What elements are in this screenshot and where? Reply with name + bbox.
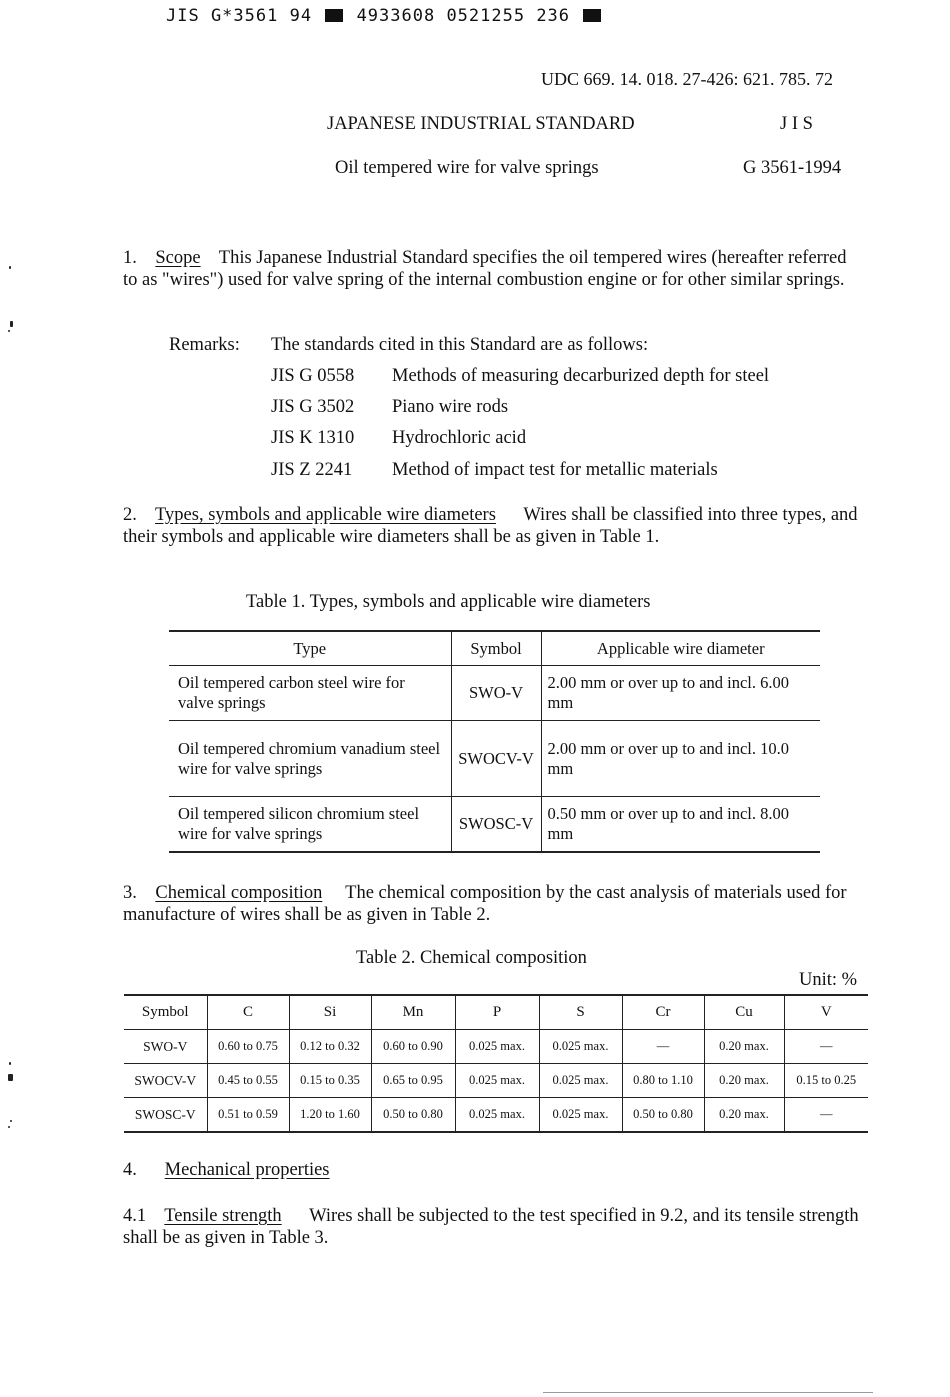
cell-value: 0.025 max. [539, 1030, 622, 1064]
cell-value: 0.20 max. [704, 1098, 784, 1133]
cell-symbol: SWOSC-V [124, 1098, 207, 1133]
column-header: V [784, 995, 868, 1030]
cell-diameter: 2.00 mm or over up to and incl. 10.0 mm [541, 721, 820, 797]
table1-caption: Table 1. Types, symbols and applicable wire diameters [246, 592, 651, 612]
standard-number: G 3561-1994 [743, 158, 842, 178]
table-row [169, 721, 820, 797]
ref-code: JIS Z 2241 [271, 460, 353, 480]
section-number: 4. [123, 1160, 137, 1180]
section-heading: Mechanical properties [164, 1160, 330, 1180]
section-heading: Tensile strength [164, 1206, 282, 1226]
footer-rule [543, 1392, 873, 1393]
column-header: Symbol [124, 995, 207, 1030]
cell-value: 0.51 to 0.59 [207, 1098, 289, 1133]
table-header-row [169, 631, 820, 666]
cell-value: 0.50 to 0.80 [371, 1098, 455, 1133]
document-title: Oil tempered wire for valve springs [335, 158, 599, 178]
ref-title: Hydrochloric acid [392, 428, 527, 448]
cell-symbol: SWO-V [451, 666, 541, 721]
ref-title: Methods of measuring decarburized depth for steel [392, 366, 770, 386]
scan-speck [9, 266, 11, 269]
column-header: Cu [704, 995, 784, 1030]
table-row [169, 666, 820, 721]
cell-diameter: 0.50 mm or over up to and incl. 8.00 mm [541, 797, 820, 852]
section-heading: Scope [155, 248, 201, 268]
scan-speck [8, 330, 10, 332]
jis-mark: J I S [780, 114, 813, 134]
remarks-label: Remarks: [169, 335, 240, 355]
cell-value: 0.15 to 0.35 [289, 1064, 371, 1098]
cell-value: 0.20 max. [704, 1064, 784, 1098]
ref-title: Method of impact test for metallic materials [392, 460, 718, 480]
column-header: Type [169, 631, 451, 666]
table-row [124, 1030, 868, 1064]
cell-diameter: 2.00 mm or over up to and incl. 6.00 mm [541, 666, 820, 721]
column-header: S [539, 995, 622, 1030]
section-number: 3. [123, 883, 137, 903]
scan-speck [10, 1120, 12, 1122]
scan-speck [10, 321, 13, 327]
column-header: P [455, 995, 539, 1030]
column-header: Applicable wire diameter [541, 631, 820, 666]
column-header: Mn [371, 995, 455, 1030]
table-header-row [124, 995, 868, 1030]
section-text: Wires shall be subjected to the test specified in 9.2, and its tensile strength shall be as given in Table 3. [123, 1206, 859, 1248]
scan-speck [8, 1126, 10, 1128]
scan-block-mark [325, 9, 343, 22]
scan-header [166, 6, 603, 26]
cell-value: 0.80 to 1.10 [622, 1064, 704, 1098]
ref-code: JIS G 0558 [271, 366, 355, 386]
section-number: 4.1 [123, 1206, 147, 1226]
cell-value: 0.025 max. [539, 1064, 622, 1098]
table1 [169, 630, 820, 853]
cell-value: 0.025 max. [455, 1098, 539, 1133]
table-row [124, 1098, 868, 1133]
section-heading: Chemical composition [155, 883, 323, 903]
cell-symbol: SWO-V [124, 1030, 207, 1064]
column-header: Symbol [451, 631, 541, 666]
scan-block-mark [583, 9, 601, 22]
cell-symbol: SWOCV-V [451, 721, 541, 797]
scan-speck [9, 1062, 11, 1065]
cell-value: 0.60 to 0.75 [207, 1030, 289, 1064]
section-types [123, 504, 863, 548]
cell-value: 0.65 to 0.95 [371, 1064, 455, 1098]
cell-value: 0.025 max. [539, 1098, 622, 1133]
table-row [124, 1064, 868, 1098]
section-number: 1. [123, 248, 137, 268]
section-heading: Types, symbols and applicable wire diameters [155, 505, 496, 525]
scan-speck [8, 1074, 13, 1081]
section-text: This Japanese Industrial Standard specifies the oil tempered wires (hereafter referred to as "wires") used for valve spring of the internal combustion engine or for other similar springs. [123, 248, 847, 290]
standard-label: JAPANESE INDUSTRIAL STANDARD [327, 114, 635, 134]
section-text: The chemical composition by the cast analysis of materials used for manufacture of wires shall be as given in Table 2. [123, 883, 847, 925]
ref-title: Piano wire rods [392, 397, 509, 417]
cell-value: 0.50 to 0.80 [622, 1098, 704, 1133]
cell-symbol: SWOCV-V [124, 1064, 207, 1098]
section-text: Wires shall be classified into three types, and their symbols and applicable wire diameters shall be as given in Table 1. [123, 505, 858, 547]
cell-value: 0.025 max. [455, 1064, 539, 1098]
column-header: Si [289, 995, 371, 1030]
section-number: 2. [123, 505, 137, 525]
table2-unit: Unit: % [799, 970, 858, 990]
cell-value: — [784, 1030, 868, 1064]
cell-symbol: SWOSC-V [451, 797, 541, 852]
column-header: C [207, 995, 289, 1030]
cell-value: 0.45 to 0.55 [207, 1064, 289, 1098]
cell-value: 0.60 to 0.90 [371, 1030, 455, 1064]
cell-value: 1.20 to 1.60 [289, 1098, 371, 1133]
section-tensile [123, 1205, 868, 1249]
ref-code: JIS G 3502 [271, 397, 355, 417]
ref-code: JIS K 1310 [271, 428, 355, 448]
section-mechanical [123, 1160, 330, 1181]
table2 [124, 994, 868, 1133]
section-chemical [123, 882, 863, 926]
cell-value: 0.025 max. [455, 1030, 539, 1064]
cell-value: — [622, 1030, 704, 1064]
remarks-intro: The standards cited in this Standard are as follows: [271, 335, 649, 355]
column-header: Cr [622, 995, 704, 1030]
cell-value: 0.12 to 0.32 [289, 1030, 371, 1064]
cell-type: Oil tempered chromium vanadium steel wire for valve springs [169, 721, 451, 797]
table-row [169, 797, 820, 852]
cell-value: — [784, 1098, 868, 1133]
cell-value: 0.15 to 0.25 [784, 1064, 868, 1098]
table2-caption: Table 2. Chemical composition [356, 948, 587, 968]
cell-type: Oil tempered silicon chromium steel wire for valve springs [169, 797, 451, 852]
cell-value: 0.20 max. [704, 1030, 784, 1064]
scan-header-part2: 4933608 0521255 236 [356, 6, 571, 26]
cell-type: Oil tempered carbon steel wire for valve springs [169, 666, 451, 721]
udc-code: UDC 669. 14. 018. 27-426: 621. 785. 72 [541, 69, 833, 89]
section-scope [123, 247, 863, 291]
scan-header-part1: JIS G*3561 94 [166, 6, 313, 26]
